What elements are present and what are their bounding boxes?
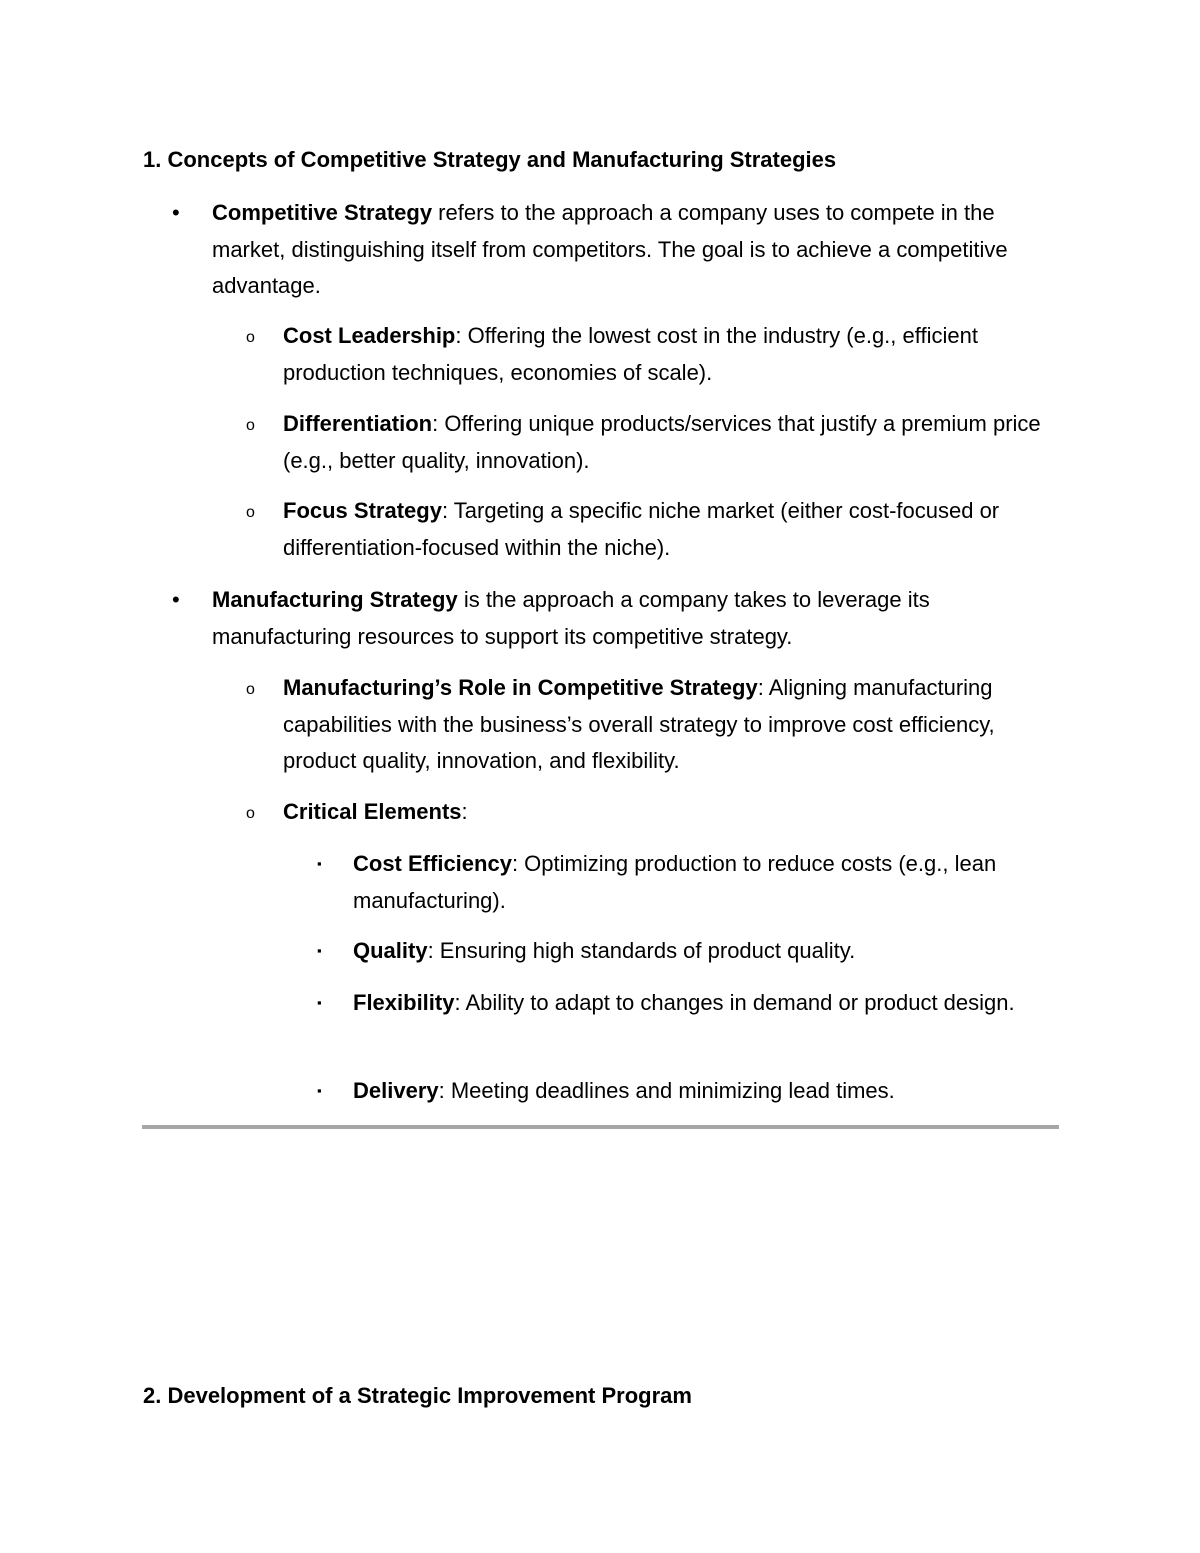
definition-manufacturing-role: : Aligning manufacturing capabilities with the business’s overall strategy to improve cost efficiency, product quality, innovation, and flexibility.	[283, 675, 995, 773]
element-flexibility	[317, 985, 1073, 1022]
term-quality: Quality	[353, 938, 428, 963]
definition-cost-leadership: : Offering the lowest cost in the industry (e.g., efficient production techniques, economies of scale).	[283, 323, 978, 385]
term-cost-leadership: Cost Leadership	[283, 323, 456, 348]
square-bullet-marker: ▪	[317, 943, 322, 958]
bullet-manufacturing-strategy	[172, 582, 1072, 655]
definition-competitive-strategy: refers to the approach a company uses to compete in the market, distinguishing itself from competitors. The goal is to achieve a competitive advantage.	[212, 200, 1008, 298]
element-quality	[317, 933, 1073, 970]
term-manufacturing-strategy: Manufacturing Strategy	[212, 587, 458, 612]
section-1-heading: 1. Concepts of Competitive Strategy and Manufacturing Strategies	[143, 147, 837, 172]
subbullet-marker: o	[246, 681, 255, 698]
subbullet-cost-leadership	[246, 318, 1073, 391]
definition-delivery: : Meeting deadlines and minimizing lead times.	[438, 1078, 895, 1103]
term-differentiation: Differentiation	[283, 411, 433, 436]
subbullet-marker: o	[246, 329, 255, 346]
subbullet-focus-strategy	[246, 493, 1073, 566]
term-critical-elements: Critical Elements	[283, 799, 462, 824]
subbullet-differentiation	[246, 406, 1073, 479]
subbullet-critical-elements	[246, 794, 1073, 831]
term-delivery: Delivery	[353, 1078, 439, 1103]
term-competitive-strategy: Competitive Strategy	[212, 200, 433, 225]
definition-flexibility: : Ability to adapt to changes in demand or product design.	[454, 990, 1015, 1015]
critical-elements-colon: :	[461, 799, 468, 824]
subbullet-marker: o	[246, 504, 255, 521]
bullet-marker: •	[172, 200, 180, 225]
square-bullet-marker: ▪	[317, 1083, 322, 1098]
subbullet-marker: o	[246, 417, 255, 434]
subbullet-manufacturing-role	[246, 670, 1073, 780]
term-cost-efficiency: Cost Efficiency	[353, 851, 512, 876]
horizontal-rule	[142, 1125, 1059, 1129]
bullet-competitive-strategy	[172, 195, 1072, 305]
square-bullet-marker: ▪	[317, 995, 322, 1010]
square-bullet-marker: ▪	[317, 856, 322, 871]
subbullet-marker: o	[246, 805, 255, 822]
definition-focus-strategy: : Targeting a specific niche market (either cost-focused or differentiation-focused within the niche).	[283, 498, 1000, 560]
definition-quality: : Ensuring high standards of product quality.	[427, 938, 856, 963]
definition-differentiation: : Offering unique products/services that justify a premium price (e.g., better quality, innovation).	[283, 411, 1041, 473]
term-manufacturing-role: Manufacturing’s Role in Competitive Strategy	[283, 675, 758, 700]
term-focus-strategy: Focus Strategy	[283, 498, 442, 523]
definition-cost-efficiency: : Optimizing production to reduce costs (e.g., lean manufacturing).	[353, 851, 997, 913]
element-cost-efficiency	[317, 846, 1073, 919]
section-2-heading: 2. Development of a Strategic Improvement Program	[143, 1383, 692, 1408]
term-flexibility: Flexibility	[353, 990, 455, 1015]
bullet-marker: •	[172, 587, 180, 612]
definition-manufacturing-strategy: is the approach a company takes to leverage its manufacturing resources to support its competitive strategy.	[212, 587, 930, 649]
element-delivery	[317, 1073, 1073, 1110]
